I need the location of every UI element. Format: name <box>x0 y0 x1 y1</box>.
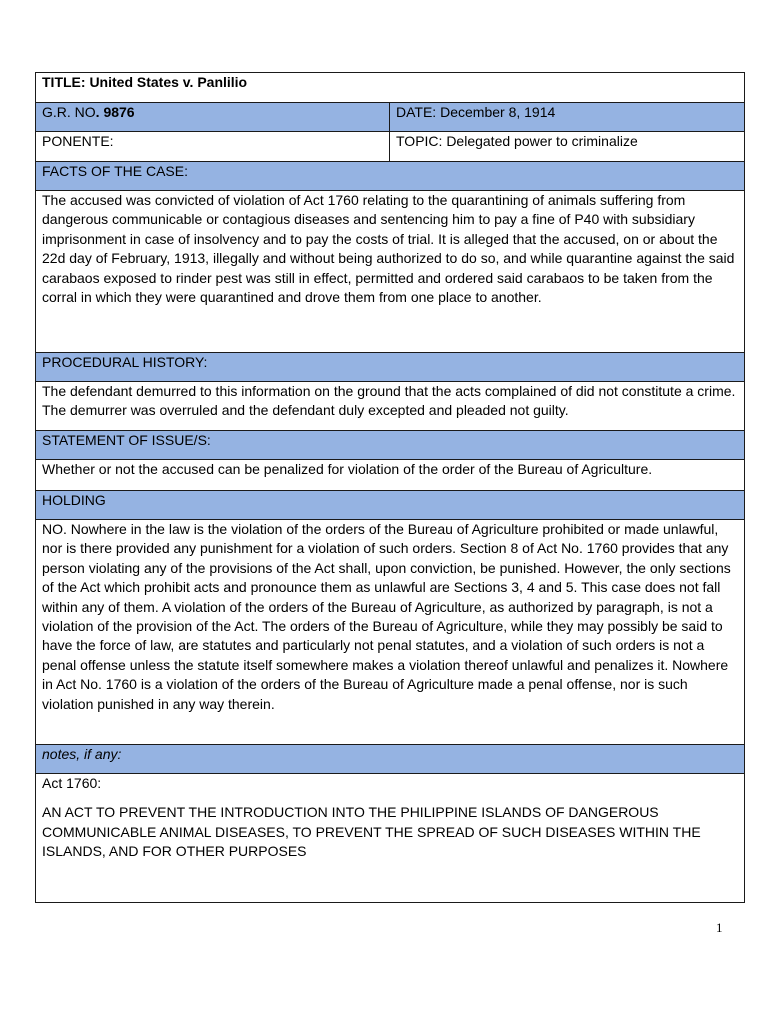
notes-header-row <box>36 745 745 774</box>
act-label: Act 1760: <box>42 775 102 791</box>
facts-header: FACTS OF THE CASE: <box>36 162 745 191</box>
date-label: DATE: <box>396 104 437 120</box>
title-row <box>36 73 745 103</box>
date-value: December 8, 1914 <box>440 104 556 120</box>
issue-header: STATEMENT OF ISSUE/S: <box>36 431 745 460</box>
holding-row <box>36 520 745 745</box>
gr-cell <box>36 103 390 132</box>
gr-date-row <box>36 103 745 132</box>
facts-header-row <box>36 162 745 191</box>
page-number: 1 <box>716 920 723 935</box>
topic-label: TOPIC: <box>396 133 443 149</box>
issue-header-row <box>36 431 745 460</box>
ponente-cell <box>36 132 390 162</box>
procedural-history-text: The defendant demurred to this information on the ground that the acts complained of did not constitute a crime. The demurrer was overruled and the defendant duly excepted and pleaded not guilty. <box>36 382 745 431</box>
ponente-topic-row <box>36 132 745 162</box>
notes-cell <box>36 774 745 903</box>
case-digest-table <box>35 72 745 903</box>
notes-header-cell <box>36 745 745 774</box>
gr-label: G.R. NO <box>42 104 96 120</box>
holding-header: HOLDING <box>36 491 745 520</box>
issue-row <box>36 460 745 491</box>
notes-row <box>36 774 745 903</box>
procedural-history-row <box>36 382 745 431</box>
case-title: United States v. Panlilio <box>89 74 248 90</box>
title-cell <box>36 73 745 103</box>
holding-header-row <box>36 491 745 520</box>
issue-text: Whether or not the accused can be penalized for violation of the order of the Bureau of Agriculture. <box>36 460 745 491</box>
topic-value: Delegated power to criminalize <box>446 133 638 149</box>
date-cell <box>390 103 745 132</box>
procedural-history-header-row <box>36 353 745 382</box>
title-label: TITLE: <box>42 74 86 90</box>
topic-cell <box>390 132 745 162</box>
procedural-history-header: PROCEDURAL HISTORY: <box>36 353 745 382</box>
facts-text: The accused was convicted of violation of Act 1760 relating to the quarantining of animals suffering from dangerous communicable or contagious diseases and sentencing him to pay a fine of P40 with subsidiary imprisonment in case of insolvency and to pay the costs of trial. It is alleged that the accused, on or about the 22d day of February, 1913, illegally and without being authorized to do so, and while quarantine against the said carabaos exposed to rinder pest was still in effect, permitted and ordered said carabaos to be taken from the corral in which they were quarantined and drove them from one place to another. <box>36 191 745 353</box>
ponente-label: PONENTE: <box>42 133 114 149</box>
notes-header: notes, if any: <box>42 746 122 762</box>
gr-number: . 9876 <box>95 104 135 120</box>
holding-text: NO. Nowhere in the law is the violation of the orders of the Bureau of Agriculture prohibited or made unlawful, nor is there provided any punishment for a violation of such orders. Section 8 of Act No. 1760 provides that any person violating any of the provisions of the Act shall, upon conviction, be punished. However, the only sections of the Act which prohibit acts and pronounce them as unlawful are Sections 3, 4 and 5. This case does not fall within any of them. A violation of the orders of the Bureau of Agriculture, as authorized by paragraph, is not a violation of the provision of the Act. The orders of the Bureau of Agriculture, while they may possibly be said to have the force of law, are statutes and particularly not penal statutes, and a violation of such orders is not a penal offense unless the statute itself somewhere makes a violation thereof unlawful and penalizes it. Nowhere in Act No. 1760 is a violation of the orders of the Bureau of Agriculture made a penal offense, nor is such violation punished in any way therein. <box>36 520 745 745</box>
act-title: AN ACT TO PREVENT THE INTRODUCTION INTO THE PHILIPPINE ISLANDS OF DANGEROUS COMMUNICABLE ANIMAL DISEASES, TO PREVENT THE SPREAD OF SUCH DISEASES WITHIN THE ISLANDS, AND FOR OTHER PURPOSES <box>42 804 701 860</box>
facts-row <box>36 191 745 353</box>
